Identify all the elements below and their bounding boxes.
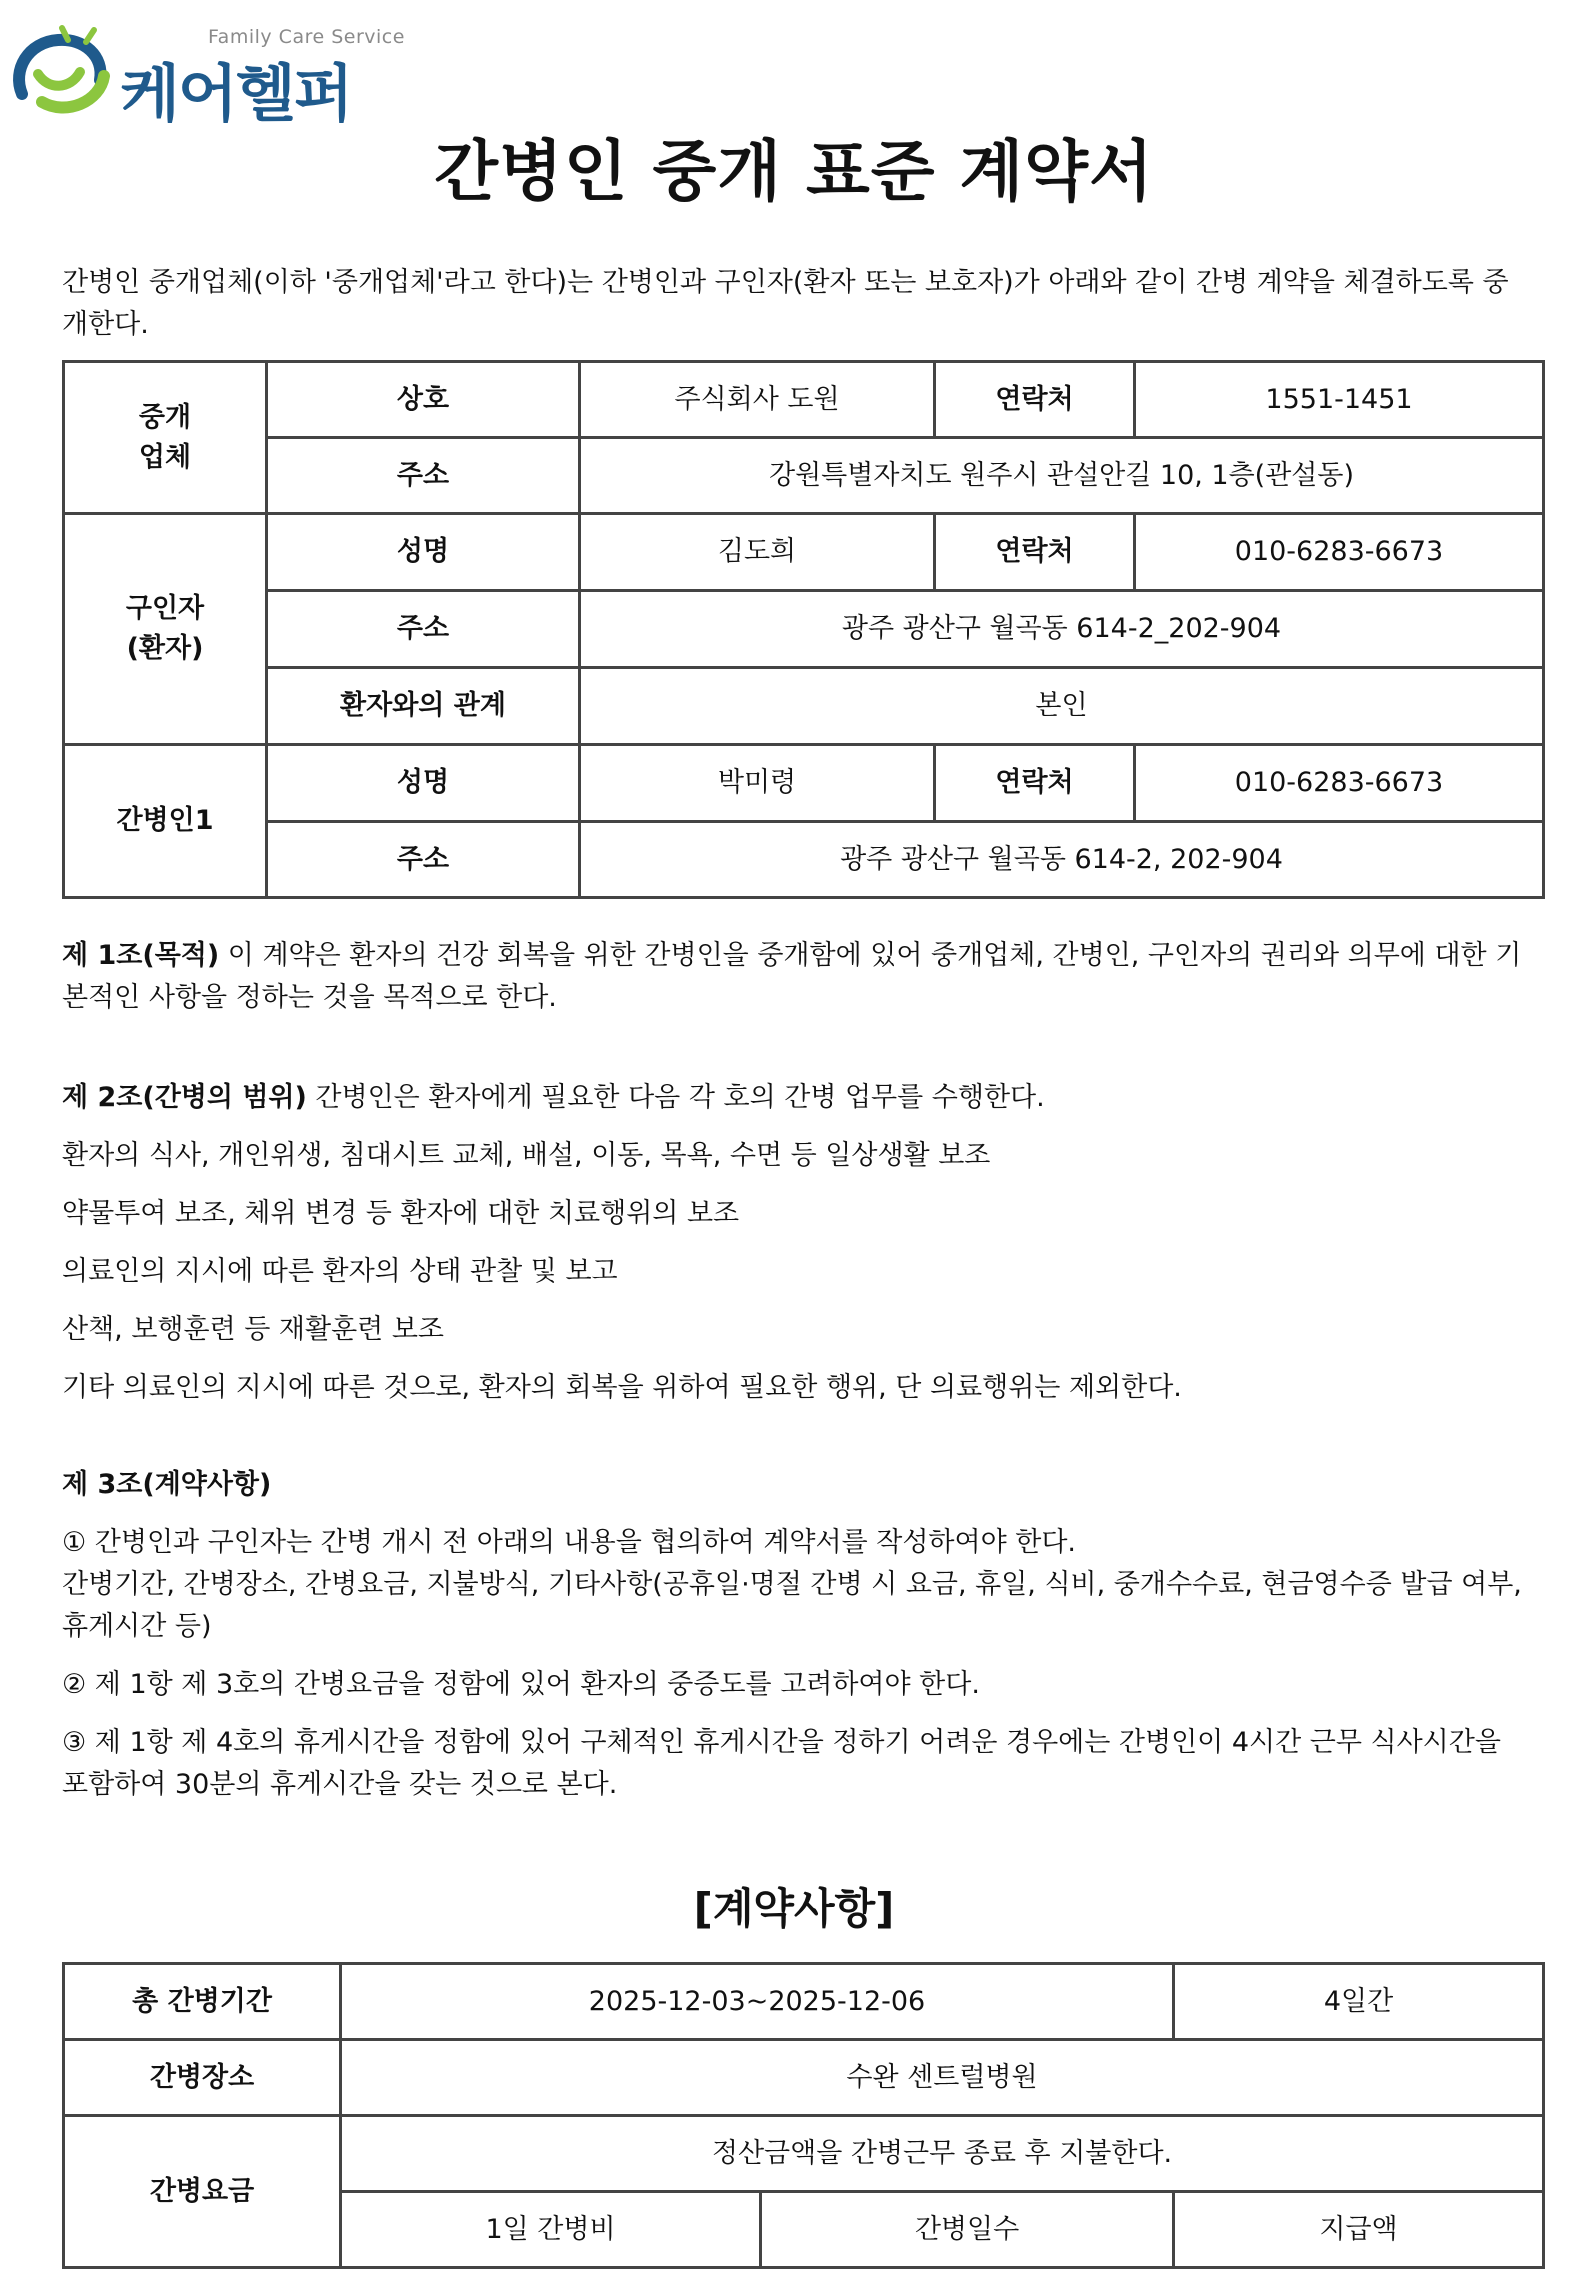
document-title: 간병인 중개 표준 계약서: [434, 133, 1154, 210]
client-name-label: 성명: [267, 514, 580, 591]
client-name: 김도희: [580, 514, 935, 591]
article-2-item: 산책, 보행훈련 등 재활훈련 보조: [62, 1314, 444, 1345]
intro-text: 간병인 중개업체(이하 '중개업체'라고 한다)는 간병인과 구인자(환자 또는 보호자)가 아래와 같이 간병 계약을 체결하도록 중개한다.: [62, 267, 1509, 340]
article-1-body: 이 계약은 환자의 건강 회복을 위한 간병인을 중개함에 있어 중개업체, 간병인, 구인자의 권리와 의무에 대한 기본적인 사항을 정하는 것을 목적으로 한다.: [62, 940, 1522, 1013]
agency-name: 주식회사 도원: [580, 362, 935, 438]
client-contact: 010-6283-6673: [1135, 514, 1544, 591]
fee-col-daily: 1일 간병비: [341, 2192, 761, 2268]
article-2-item: 약물투여 보조, 체위 변경 등 환자에 대한 치료행위의 보조: [62, 1198, 740, 1229]
period-days: 4일간: [1174, 1964, 1544, 2040]
fee-col-days: 간병일수: [761, 2192, 1174, 2268]
client-relation-label: 환자와의 관계: [267, 668, 580, 745]
article-2: [62, 1077, 1532, 1119]
agency-label: 중개 업체: [64, 362, 267, 514]
article-2-body: 간병인은 환자에게 필요한 다음 각 호의 간병 업무를 수행한다.: [306, 1082, 1045, 1113]
caregiver-name: 박미령: [580, 745, 935, 822]
client-relation: 본인: [580, 668, 1544, 745]
logo-wordmark: 케어헬퍼: [120, 57, 352, 130]
article-3-para-3: ③ 제 1항 제 4호의 휴게시간을 정함에 있어 구체적인 휴게시간을 정하기 어려운 경우에는 간병인이 4시간 근무 식사시간을 포함하여 30분의 휴게시간을 갖는 것으로 본다.: [62, 1727, 1501, 1800]
agency-address-label: 주소: [267, 438, 580, 514]
contract-table: [62, 1962, 1545, 2269]
article-3-heading: [62, 1464, 1532, 1506]
logo-swirl-icon: [8, 24, 116, 122]
caregiver-contact-label: 연락처: [935, 745, 1135, 822]
article-3-para-2: ② 제 1항 제 3호의 간병요금을 정함에 있어 환자의 중증도를 고려하여야 한다.: [62, 1669, 980, 1700]
fee-label: 간병요금: [64, 2116, 341, 2268]
caregiver-address-label: 주소: [267, 822, 580, 898]
period-value: 2025-12-03~2025-12-06: [341, 1964, 1174, 2040]
article-2-heading: 제 2조(간병의 범위): [62, 1082, 307, 1113]
article-2-item: 의료인의 지시에 따른 환자의 상태 관찰 및 보고: [62, 1256, 618, 1287]
contract-heading: [계약사항]: [693, 1884, 895, 1933]
article-1: [62, 935, 1532, 1019]
article-1-heading: 제 1조(목적): [62, 940, 220, 971]
article-3-heading-text: 제 3조(계약사항): [62, 1469, 272, 1500]
fee-col-total: 지급액: [1174, 2192, 1544, 2268]
client-address: 광주 광산구 월곡동 614-2_202-904: [580, 591, 1544, 668]
place-label: 간병장소: [64, 2040, 341, 2116]
article-3-para-1: ① 간병인과 구인자는 간병 개시 전 아래의 내용을 협의하여 계약서를 작성하여야 한다.: [62, 1527, 1076, 1558]
client-address-label: 주소: [267, 591, 580, 668]
fee-note: 정산금액을 간병근무 종료 후 지불한다.: [341, 2116, 1544, 2192]
caregiver-name-label: 성명: [267, 745, 580, 822]
article-2-item: 기타 의료인의 지시에 따른 것으로, 환자의 회복을 위하여 필요한 행위, 단 의료행위는 제외한다.: [62, 1372, 1182, 1403]
article-3-para-1b: 간병기간, 간병장소, 간병요금, 지불방식, 기타사항(공휴일·명절 간병 시 요금, 휴일, 식비, 중개수수료, 현금영수증 발급 여부, 휴게시간 등): [62, 1569, 1522, 1642]
place-value: 수완 센트럴병원: [341, 2040, 1544, 2116]
period-label: 총 간병기간: [64, 1964, 341, 2040]
agency-address: 강원특별자치도 원주시 관설안길 10, 1층(관설동): [580, 438, 1544, 514]
parties-table: [62, 360, 1545, 899]
caregiver-label: 간병인1: [64, 745, 267, 898]
logo: [8, 22, 408, 130]
caregiver-address: 광주 광산구 월곡동 614-2, 202-904: [580, 822, 1544, 898]
client-contact-label: 연락처: [935, 514, 1135, 591]
client-label: 구인자 (환자): [64, 514, 267, 745]
logo-tagline: Family Care Service: [208, 26, 405, 48]
agency-contact: 1551-1451: [1135, 362, 1544, 438]
article-2-item: 환자의 식사, 개인위생, 침대시트 교체, 배설, 이동, 목욕, 수면 등 일상생활 보조: [62, 1140, 991, 1171]
caregiver-contact: 010-6283-6673: [1135, 745, 1544, 822]
agency-contact-label: 연락처: [935, 362, 1135, 438]
agency-name-label: 상호: [267, 362, 580, 438]
